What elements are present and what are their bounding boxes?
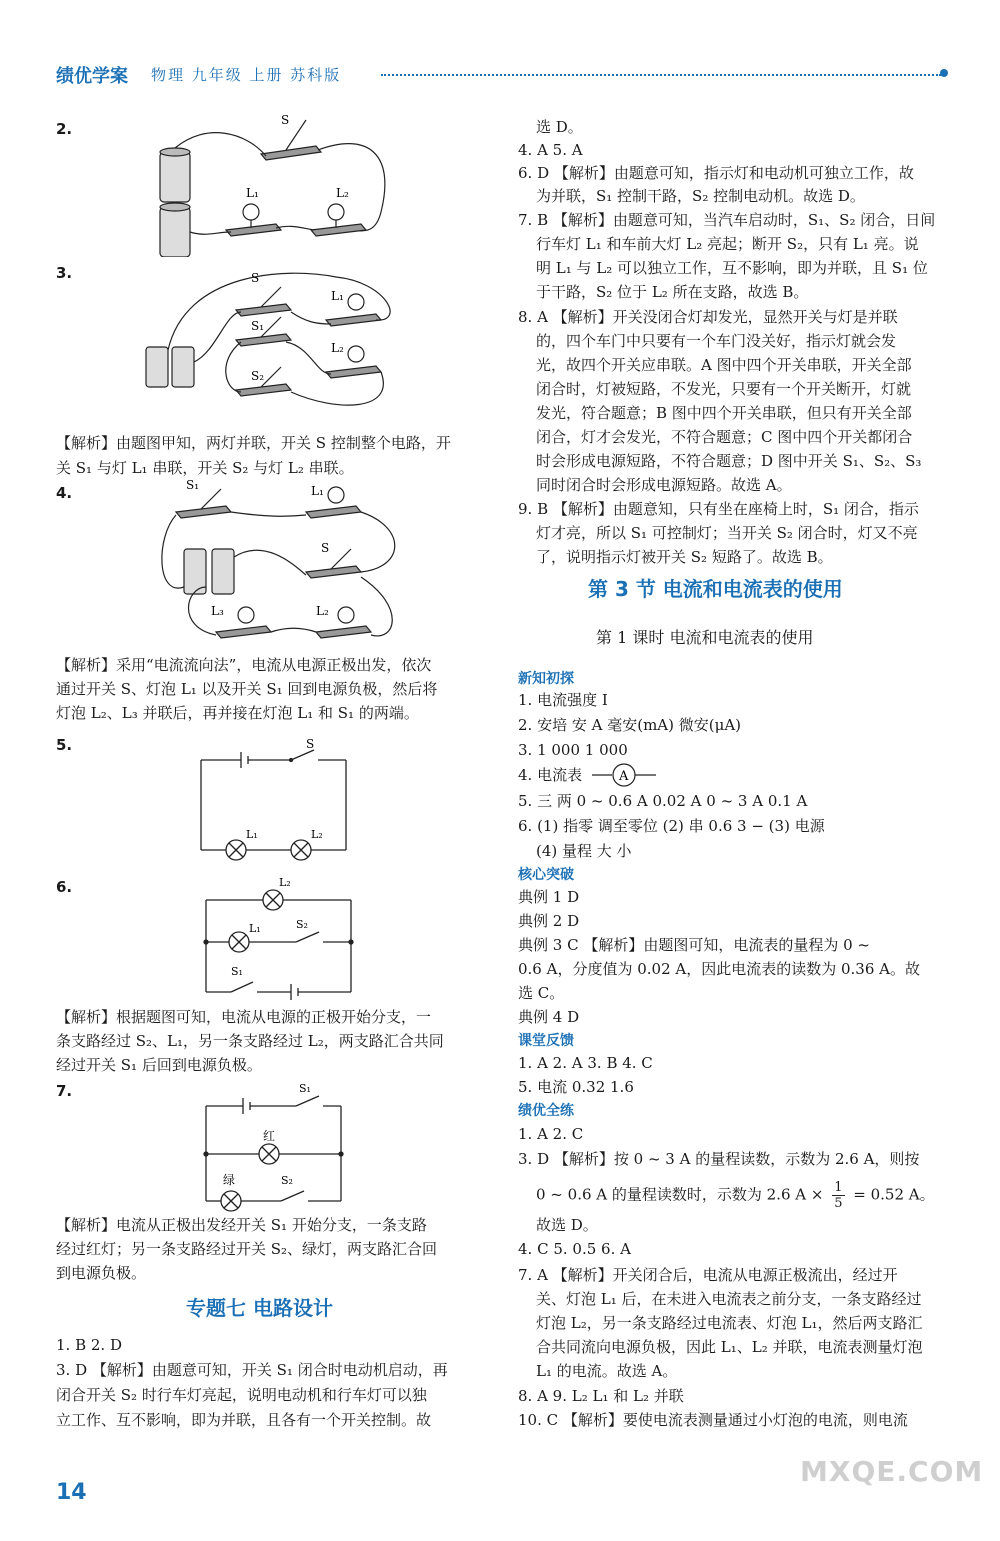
answer-line-14: 闭合，灯才会发光，不符合题意；C 图中四个开关都闭合: [536, 428, 913, 446]
q5-l2-label: L₂: [311, 828, 323, 841]
header-dot: [940, 69, 948, 77]
q4-l1-label: L₁: [311, 484, 324, 498]
pr-line2: 3. D 【解析】按 0 ~ 3 A 的量程读数，示数为 2.6 A，则按: [518, 1150, 920, 1168]
q7-green-label: 绿: [223, 1173, 236, 1187]
q7-s2-label: S₂: [281, 1174, 293, 1187]
q4-l3-label: L₃: [211, 604, 224, 618]
topic7-line2: 3. D 【解析】由题意可知，开关 S₁ 闭合时电动机启动，再: [56, 1361, 448, 1379]
pr-line10: L₁ 的电流。故选 A。: [536, 1362, 678, 1380]
nk-line5: 5. 三 两 0 ~ 0.6 A 0.02 A 0 ~ 3 A 0.1 A: [518, 792, 808, 810]
answer-line-10: 的，四个车门中只要有一个车门没关好，指示灯就会发: [536, 332, 897, 350]
answer-line-19: 了，说明指示灯被开关 S₂ 短路了。故选 B。: [536, 548, 833, 566]
q4-analysis-line1: 【解析】采用“电流流向法”，电流从电源正极出发，依次: [56, 656, 432, 674]
fraction-denominator: 5: [834, 1196, 843, 1211]
q6-analysis-line3: 经过开关 S₁ 后回到电源负极。: [56, 1056, 262, 1074]
nk-line3: 3. 1 000 1 000: [518, 741, 628, 759]
pr-line7: 关、灯泡 L₁ 后，在未进入电流表之前分支，一条支路经过: [536, 1290, 922, 1308]
core-line2: 典例 2 D: [518, 912, 580, 930]
answer-line-17: 9. B 【解析】由题意知，只有坐在座椅上时，S₁ 闭合，指示: [518, 500, 919, 518]
q2-circuit-figure: [146, 112, 476, 257]
q3-l1-label: L₁: [331, 289, 344, 303]
core-line3: 典例 3 C 【解析】由题图可知，电流表的量程为 0 ~: [518, 936, 870, 954]
q2-l1-label: L₁: [246, 186, 259, 200]
answer-line-08: 于干路，S₂ 位于 L₂ 所在支路，故选 B。: [536, 283, 809, 301]
practice-heading: 绩优全练: [518, 1103, 574, 1119]
pr-line11: 8. A 9. L₂ L₁ 和 L₂ 并联: [518, 1387, 684, 1405]
q4-s-label: S: [321, 541, 330, 555]
q5-circuit-diagram: [196, 730, 356, 870]
topic7-line3: 闭合开关 S₂ 时行车灯亮起，说明电动机和行车灯可以独: [56, 1386, 427, 1404]
q7-s1-label: S₁: [299, 1082, 311, 1095]
pr-line6: 7. A 【解析】开关闭合后，电流从电源正极流出，经过开: [518, 1266, 898, 1284]
q6-analysis-line1: 【解析】根据题图可知，电流从电源的正极开始分支，一: [56, 1008, 432, 1026]
q6-s2-label: S₂: [296, 918, 308, 931]
q7-analysis-line1: 【解析】电流从正极出发经开关 S₁ 开始分支，一条支路: [56, 1216, 427, 1234]
answer-line-06: 行车灯 L₁ 和车前大灯 L₂ 亮起；断开 S₂，只有 L₁ 亮。说: [536, 235, 919, 253]
ammeter-symbol-icon: [590, 762, 660, 788]
answer-line-02: 4. A 5. A: [518, 141, 583, 159]
core-heading: 核心突破: [518, 867, 574, 883]
q6-analysis-line2: 条支路经过 S₂、L₁，另一条支路经过 L₂，两支路汇合共同: [56, 1032, 444, 1050]
q4-l2-label: L₂: [316, 604, 329, 618]
q3-analysis-line1: 【解析】由题图甲知，两灯并联，开关 S 控制整个电路，开: [56, 434, 451, 452]
q4-circuit-figure: [156, 477, 436, 652]
pr-line9: 合共同流向电源负极，因此 L₁、L₂ 并联，电流表测量灯泡: [536, 1338, 923, 1356]
q4-label: 4.: [56, 484, 73, 502]
q3-analysis-line2: 关 S₁ 与灯 L₁ 串联，开关 S₂ 与灯 L₂ 串联。: [56, 459, 354, 477]
answer-line-13: 发光，符合题意；B 图中四个开关串联，但只有开关全部: [536, 404, 912, 422]
q2-l2-label: L₂: [336, 186, 349, 200]
q6-l2-label: L₂: [279, 876, 291, 889]
q3-s-label: S: [251, 271, 260, 285]
q5-s-label: S: [306, 737, 315, 751]
q3-l2-label: L₂: [331, 341, 344, 355]
answer-line-05: 7. B 【解析】由题意可知，当汽车启动时，S₁、S₂ 闭合，日间: [518, 211, 936, 229]
answer-line-03: 6. D 【解析】由题意可知，指示灯和电动机可独立工作，故: [518, 164, 914, 182]
q4-analysis-line2: 通过开关 S、灯泡 L₁ 以及开关 S₁ 回到电源负极，然后将: [56, 680, 438, 698]
q6-circuit-diagram: [201, 872, 371, 1002]
fraction: [832, 1180, 844, 1211]
answer-line-16: 同时闭合时会形成电源短路。故选 A。: [536, 476, 792, 494]
q3-label: 3.: [56, 264, 73, 282]
q6-l1-label: L₁: [249, 922, 261, 935]
book-brand: 绩优学案: [56, 66, 128, 87]
ammeter-letter: A: [619, 769, 629, 784]
pr-line3-pre: 0 ~ 0.6 A 的量程读数时，示数为 2.6 A ×: [536, 1185, 824, 1204]
answer-line-11: 光，故四个开关应串联。A 图中四个开关串联，开关全部: [536, 356, 912, 374]
q2-s-label: S: [281, 113, 290, 127]
section3-title: 第 3 节 电流和电流表的使用: [588, 577, 843, 601]
answer-line-12: 闭合时，灯被短路，不发光，只要有一个开关断开，灯就: [536, 380, 912, 398]
watermark: MXQE.COM: [800, 1455, 984, 1488]
q3-s1-label: S₁: [251, 319, 265, 333]
nk-line4: 4. 电流表: [518, 766, 583, 784]
lesson1-title: 第 1 课时 电流和电流表的使用: [596, 628, 814, 647]
q3-s2-label: S₂: [251, 369, 265, 383]
q7-analysis-line2: 经过红灯；另一条支路经过开关 S₂、绿灯，两支路汇合回: [56, 1240, 438, 1258]
q7-red-label: 红: [263, 1129, 276, 1143]
fb-line2: 5. 电流 0.32 1.6: [518, 1078, 634, 1096]
pr-line3-post: = 0.52 A。: [853, 1185, 935, 1204]
topic7-title: 专题七 电路设计: [186, 1296, 333, 1320]
page-number: 14: [56, 1480, 87, 1505]
q4-s1-label: S₁: [186, 478, 200, 492]
nk-line7: (4) 量程 大 小: [536, 842, 632, 860]
q5-l1-label: L₁: [246, 828, 258, 841]
pr-line1: 1. A 2. C: [518, 1125, 584, 1143]
q7-label: 7.: [56, 1082, 73, 1100]
pr-line12: 10. C 【解析】要使电流表测量通过小灯泡的电流，则电流: [518, 1411, 908, 1429]
q6-s1-label: S₁: [231, 965, 243, 978]
pr-line5: 4. C 5. 0.5 6. A: [518, 1240, 631, 1258]
pr-line8: 灯泡 L₂，另一条支路经过电流表、灯泡 L₁，然后两支路汇: [536, 1314, 923, 1332]
answer-line-04: 为并联，S₁ 控制干路，S₂ 控制电动机。故选 D。: [536, 187, 865, 205]
answer-line-18: 灯才亮，所以 S₁ 可控制灯；当开关 S₂ 闭合时，灯又不亮: [536, 524, 918, 542]
book-meta: 物理 九年级 上册 苏科版: [151, 66, 342, 84]
pr-line4: 故选 D。: [536, 1216, 598, 1234]
q6-label: 6.: [56, 878, 73, 896]
q2-label: 2.: [56, 120, 73, 138]
q7-analysis-line3: 到电源负极。: [56, 1264, 147, 1282]
answer-line-15: 时会形成电源短路，不符合题意；D 图中开关 S₁、S₂、S₃: [536, 452, 922, 470]
q5-label: 5.: [56, 736, 73, 754]
header-rule: [381, 74, 941, 76]
answer-line-01: 选 D。: [536, 118, 583, 136]
q7-circuit-diagram: [201, 1076, 371, 1216]
page-header: [56, 62, 956, 92]
nk-line2: 2. 安培 安 A 毫安(mA) 微安(μA): [518, 716, 742, 734]
topic7-line4: 立工作、互不影响，即为并联，且各有一个开关控制。故: [56, 1411, 432, 1429]
answer-line-07: 明 L₁ 与 L₂ 可以独立工作，互不影响，即为并联，且 S₁ 位: [536, 259, 928, 277]
fb-line1: 1. A 2. A 3. B 4. C: [518, 1054, 653, 1072]
answer-line-09: 8. A 【解析】开关没闭合灯却发光，显然开关与灯是并联: [518, 308, 898, 326]
q4-analysis-line3: 灯泡 L₂、L₃ 并联后，再并接在灯泡 L₁ 和 S₁ 的两端。: [56, 704, 419, 722]
nk-line1: 1. 电流强度 I: [518, 691, 608, 709]
nk-line6: 6. (1) 指零 调至零位 (2) 串 0.6 3 − (3) 电源: [518, 817, 825, 835]
topic7-line1: 1. B 2. D: [56, 1336, 122, 1354]
core-line5: 选 C。: [518, 984, 565, 1002]
new-knowledge-heading: 新知初探: [518, 671, 574, 687]
core-line1: 典例 1 D: [518, 888, 580, 906]
feedback-heading: 课堂反馈: [518, 1033, 574, 1049]
pr-line3: [536, 1180, 935, 1211]
fraction-numerator: 1: [834, 1180, 843, 1195]
q3-circuit-figure: [136, 262, 416, 432]
core-line4: 0.6 A，分度值为 0.02 A，因此电流表的读数为 0.36 A。故: [518, 960, 920, 978]
core-line6: 典例 4 D: [518, 1008, 580, 1026]
